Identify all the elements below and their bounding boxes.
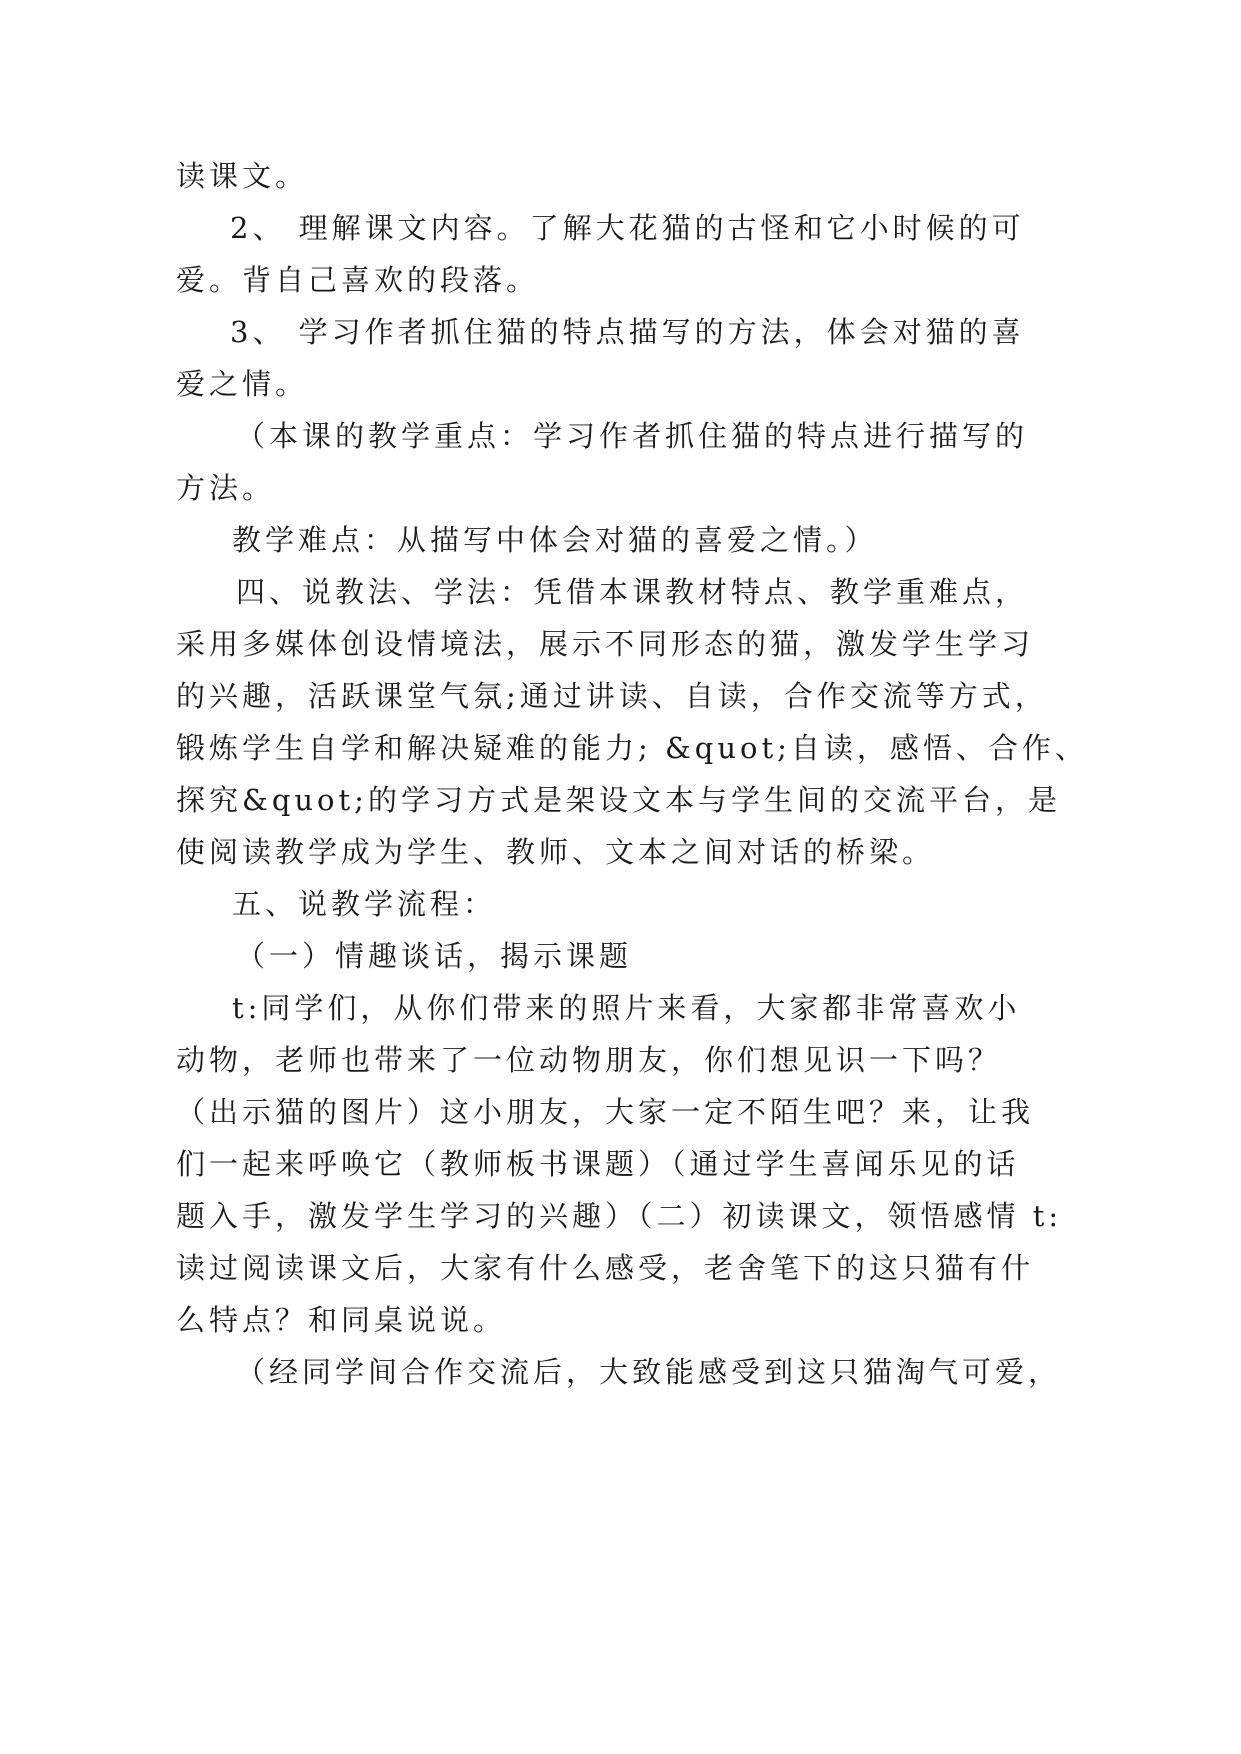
text-line-23: 么特点？和同桌说说。 (176, 1303, 507, 1337)
text-line-21: 题入手，激发学生学习的兴趣）（二）初读课文，领悟感情 t: (176, 1199, 1063, 1233)
text-line-4: 3、 学习作者抓住猫的特点描写的方法，体会对猫的喜 (230, 315, 1025, 349)
text-line-1: 读课文。 (176, 159, 309, 193)
text-line-24: （经同学间合作交流后，大致能感受到这只猫淘气可爱， (236, 1355, 1062, 1389)
text-line-12: 锻炼学生自学和解决疑难的能力; &quot;自读，感悟、合作、 (176, 731, 1088, 765)
text-line-13: 探究&quot;的学习方式是架设文本与学生间的交流平台，是 (176, 783, 1061, 817)
text-line-22: 读过阅读课文后，大家有什么感受，老舍笔下的这只猫有什 (176, 1251, 1035, 1285)
text-line-11: 的兴趣，活跃课堂气氛;通过讲读、自读，合作交流等方式， (176, 679, 1048, 713)
text-line-7: 方法。 (176, 471, 276, 505)
text-line-5: 爱之情。 (176, 367, 309, 401)
text-line-19: （出示猫的图片）这小朋友，大家一定不陌生吧？来，让我 (176, 1095, 1035, 1129)
text-line-17: t:同学们，从你们带来的照片来看，大家都非常喜欢小 (232, 991, 1021, 1025)
text-line-16: （一）情趣谈话，揭示课题 (236, 939, 633, 973)
text-line-15: 五、说教学流程： (232, 887, 497, 921)
text-line-6: （本课的教学重点：学习作者抓住猫的特点进行描写的 (236, 419, 1029, 453)
text-line-14: 使阅读教学成为学生、教师、文本之间对话的桥梁。 (176, 835, 936, 869)
text-line-20: 们一起来呼唤它（教师板书课题）（通过学生喜闻乐见的话 (176, 1147, 1020, 1181)
text-line-9: 四、说教法、学法：凭借本课教材特点、教学重难点， (236, 575, 1029, 609)
text-line-2: 2、 理解课文内容。了解大花猫的古怪和它小时候的可 (230, 211, 1025, 245)
text-line-8: 教学难点：从描写中体会对猫的喜爱之情。） (232, 523, 878, 557)
text-line-18: 动物，老师也带来了一位动物朋友，你们想见识一下吗？ (176, 1043, 1002, 1077)
text-line-10: 采用多媒体创设情境法，展示不同形态的猫，激发学生学习 (176, 627, 1035, 661)
text-line-3: 爱。背自己喜欢的段落。 (176, 263, 540, 297)
